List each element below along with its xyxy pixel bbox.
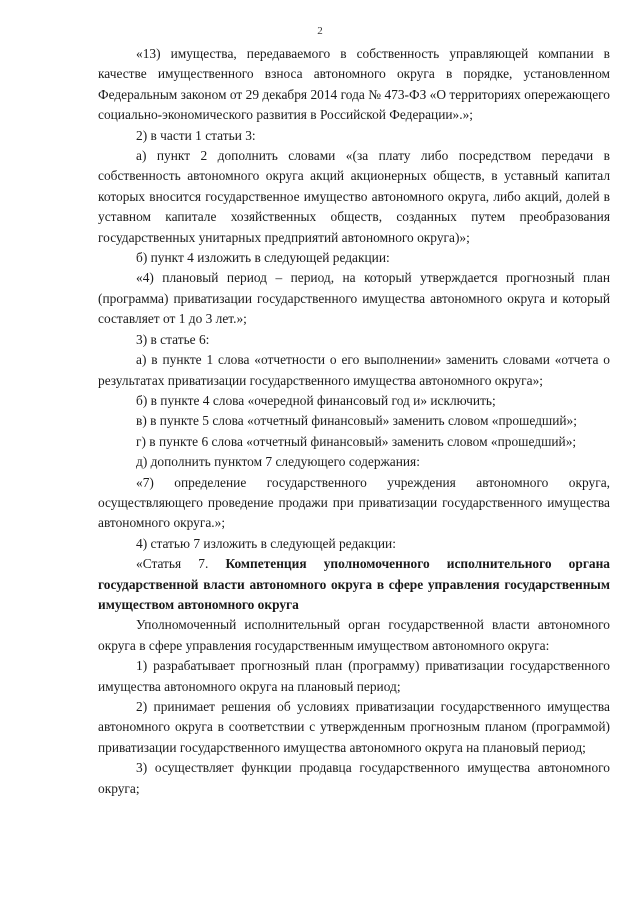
paragraph-competence-2: 2) принимает решения об условиях приватизации государственного имущества автономного округа в соответствии с утвержденным прогнозным планом (программой) приватизации государственного имущества автономного округа на плановый период; (98, 699, 610, 755)
paragraph-article-6-point-1: а) в пункте 1 слова «отчетности о его выполнении» заменить словами «отчета о результатах приватизации государственного имущества автономного округа»; (98, 352, 610, 388)
paragraph-competence-1: 1) разрабатывает прогнозный план (программу) приватизации государственного имущества автономного округа на плановый период; (98, 658, 610, 694)
paragraph-item-13-property: «13) имущества, передаваемого в собственность управляющей компании в качестве имущественного взноса автономного округа в порядке, установленном Федеральным законом от 29 декабря 2014 года № 473-ФЗ «О территориях опережающего социально-экономического развития в Российской Федерации».»; (98, 46, 610, 123)
paragraph-add-point-7: д) дополнить пунктом 7 следующего содержания: (136, 454, 420, 470)
paragraph-article-6-point-5: в) в пункте 5 слова «отчетный финансовый» заменить словом «прошедший»; (136, 413, 577, 429)
paragraph-point-7-text: «7) определение государственного учреждения автономного округа, осуществляющего проведение продажи при приватизации государственного имущества автономного округа.»; (98, 474, 610, 531)
article-7-title: Компетенция уполномоченного исполнительного органа государственной власти автономного округа в сфере управления государственным имуществом автономного округа (98, 556, 610, 612)
paragraph-planned-period-definition: «4) плановый период – период, на который утверждается прогнозный план (программа) приватизации государственного имущества автономного округа и который составляет от 1 до 3 лет.»; (98, 270, 610, 327)
paragraph-point-4-new-edition: б) пункт 4 изложить в следующей редакции: (136, 250, 390, 266)
paragraph-article-6-point-6: г) в пункте 6 слова «отчетный финансовый» заменить словом «прошедший»; (136, 433, 577, 449)
paragraph-part-1-article-3: 2) в части 1 статьи 3: (136, 127, 256, 143)
paragraph-article-6-point-4: б) в пункте 4 слова «очередной финансовый год и» исключить; (136, 392, 496, 408)
paragraph-competence-3: 3) осуществляет функции продавца государственного имущества автономного округа; (98, 760, 610, 796)
paragraph-article-7-new-edition: 4) статью 7 изложить в следующей редакции: (136, 535, 396, 551)
article-7-heading (98, 554, 610, 615)
article-7-prefix: «Статья 7. (136, 556, 226, 572)
paragraph-point-2-amendment: а) пункт 2 дополнить словами «(за плату либо посредством передачи в собственность автономного округа акций акционерных обществ, в уставный капитал которых вносится государственное имущество автономного округа, либо акций, долей в уставном капитале хозяйственных обществ, созданных путем преобразования государственных унитарных предприятий автономного округа)»; (98, 148, 610, 245)
document-body (98, 44, 610, 799)
paragraph-article-6: 3) в статье 6: (136, 331, 210, 347)
page-number: 2 (317, 25, 323, 37)
paragraph-authorized-body: Уполномоченный исполнительный орган государственной власти автономного округа в сфере управления государственным имуществом автономного округа: (98, 617, 610, 653)
